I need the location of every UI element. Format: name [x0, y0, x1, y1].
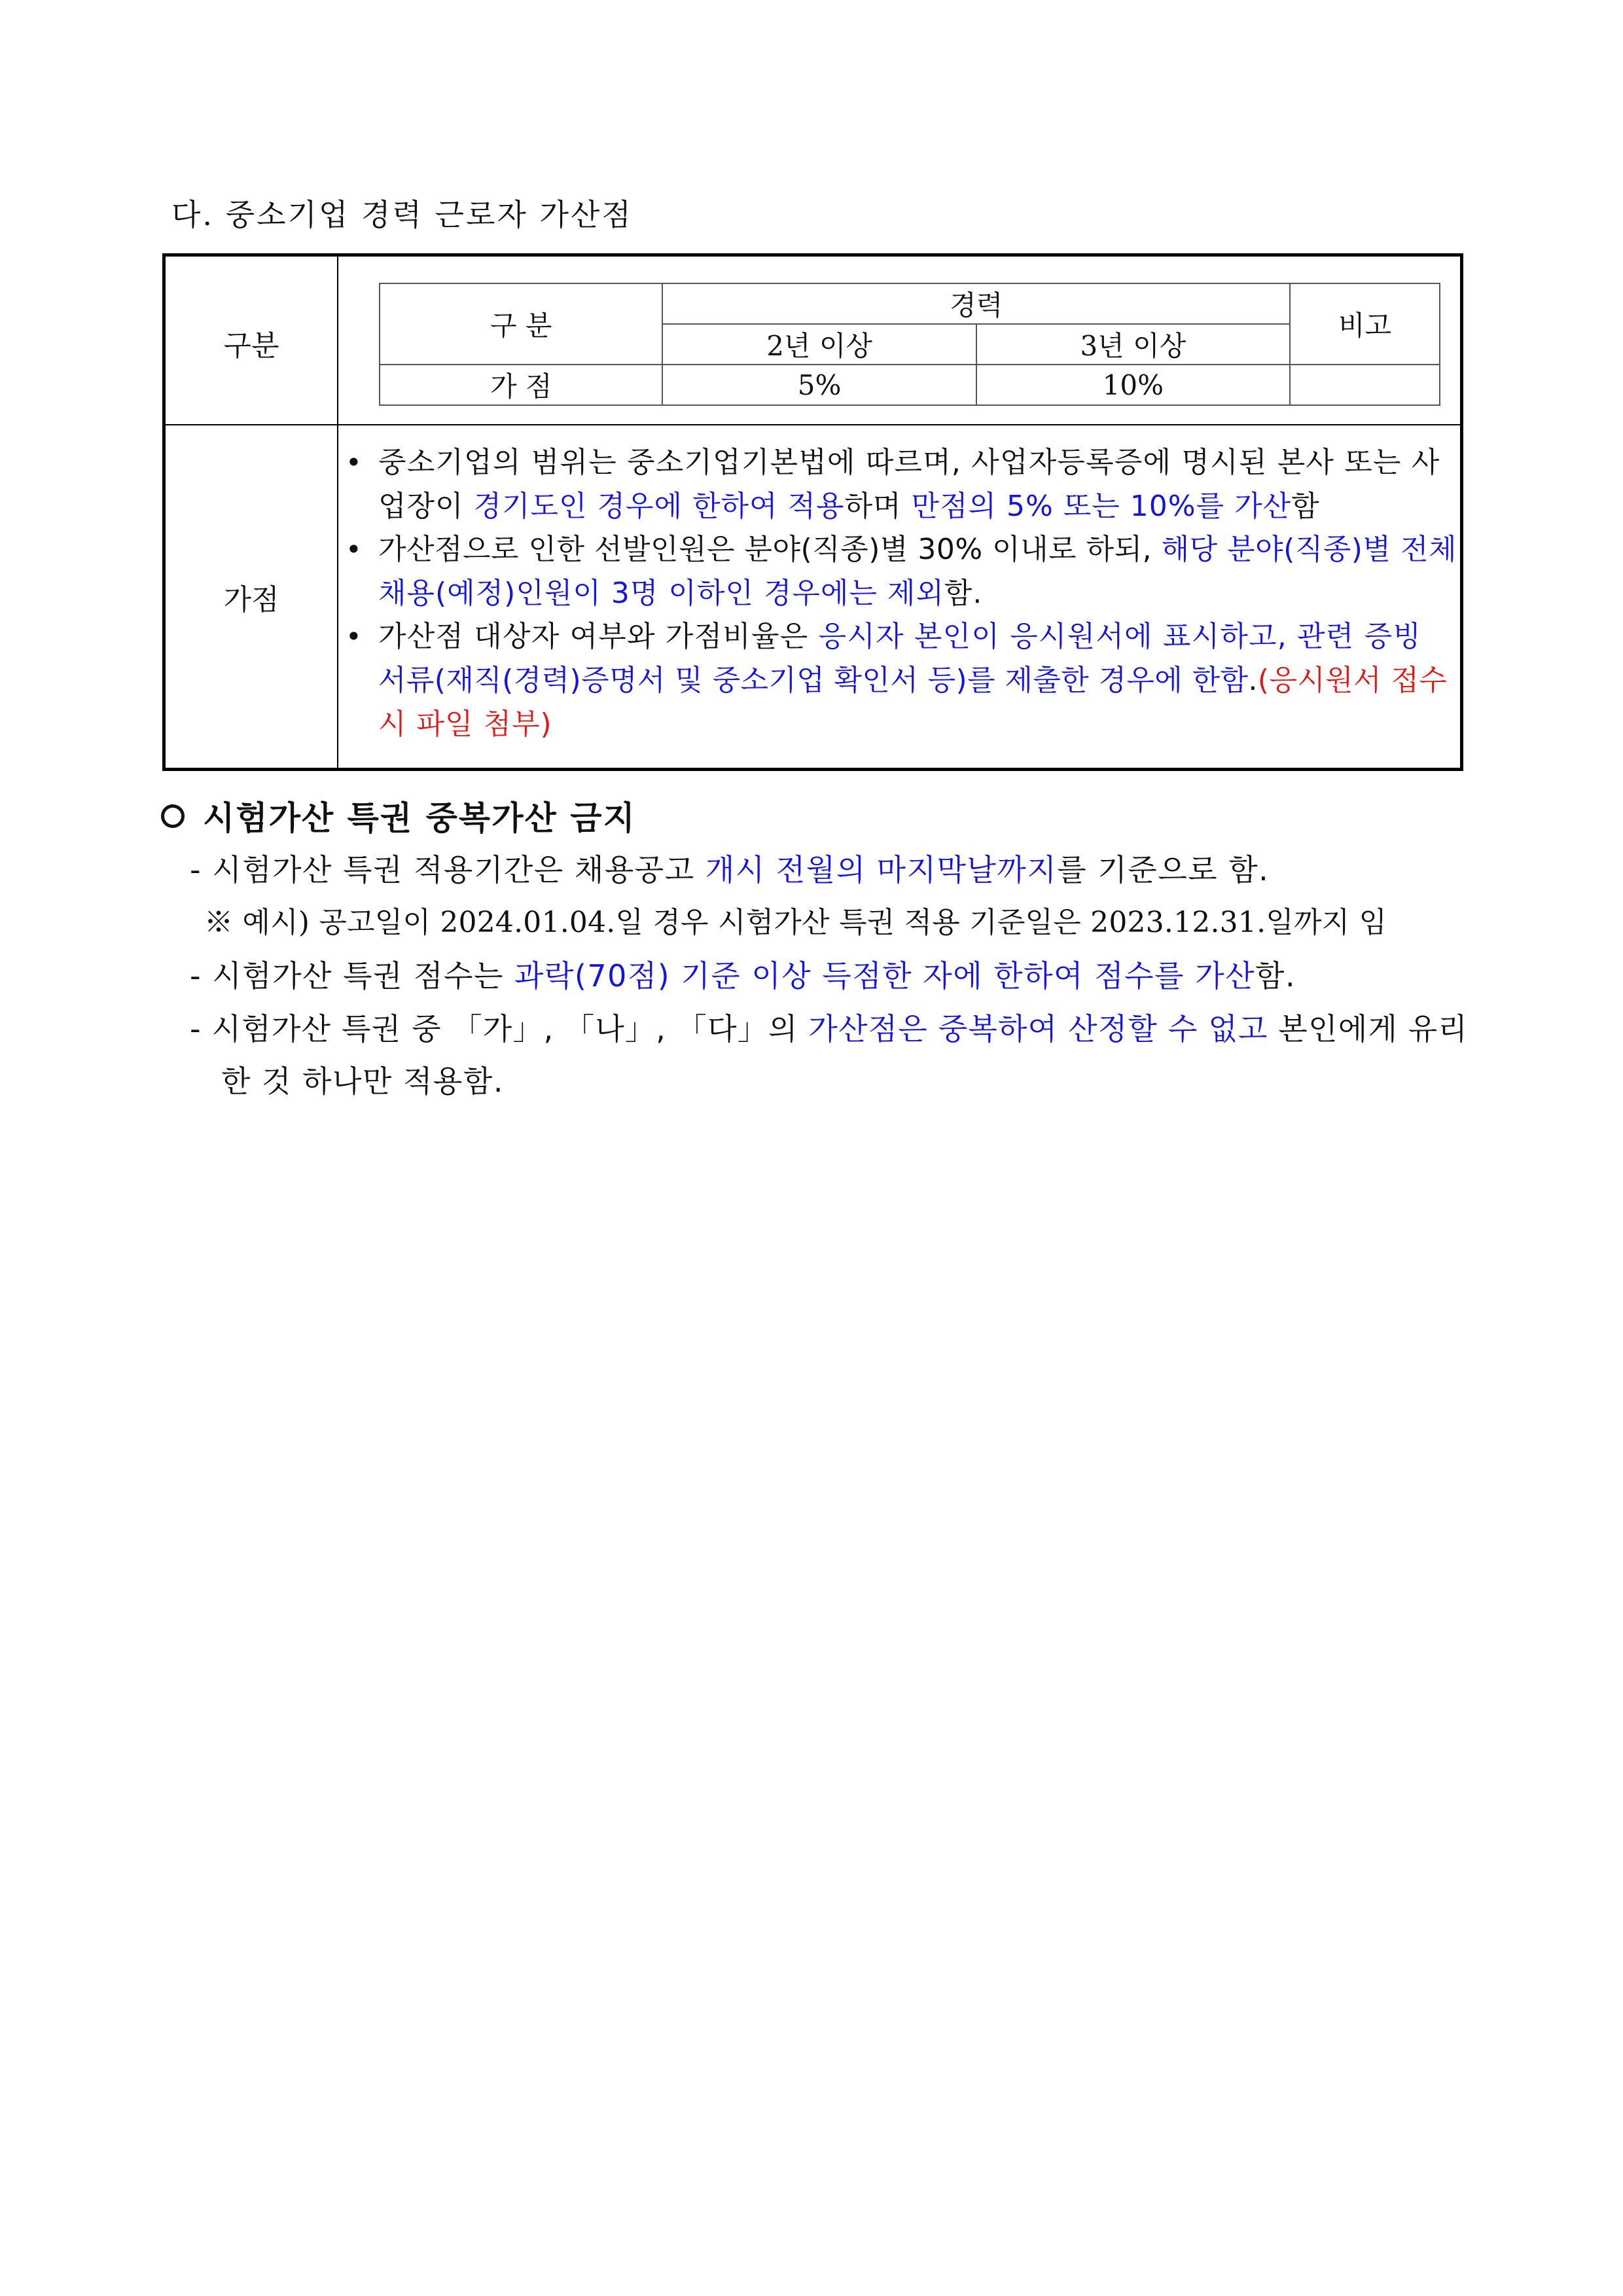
row-label-points: 가 점	[380, 365, 662, 405]
header-2-years: 2년 이상	[662, 324, 976, 365]
value-3-years: 10%	[976, 365, 1290, 405]
prohibit-line1: - 시험가산 특권 적용기간은 채용공고 개시 전월의 마지막날까지를 기준으로 함.	[190, 852, 1270, 888]
header-3-years: 3년 이상	[976, 324, 1290, 365]
prohibit-example: ※ 예시) 공고일이 2024.01.04.일 경우 시험가산 특권 적용 기준일은 2023.12.31.일까지 임	[204, 906, 1387, 939]
value-remark	[1290, 365, 1440, 405]
bullet-icon: •	[346, 533, 362, 565]
bullet-icon: •	[346, 446, 362, 478]
bullet3-line3: 시 파일 첨부)	[378, 708, 552, 741]
prohibit-line5: 한 것 하나만 적용함.	[221, 1064, 504, 1099]
bullet3-line1: 가산점 대상자 여부와 가점비율은 응시자 본인이 응시원서에 표시하고, 관련 증빙	[378, 620, 1422, 653]
bullet1-line1: 중소기업의 범위는 중소기업기본법에 따르며, 사업자등록증에 명시된 본사 또는 사	[378, 446, 1440, 479]
bullet1-line2: 업장이 경기도인 경우에 한하여 적용하며 만점의 5% 또는 10%를 가산함	[378, 490, 1320, 523]
bullet2-line2: 채용(예정)인원이 3명 이하인 경우에는 제외함.	[378, 577, 983, 610]
section-heading: 다. 중소기업 경력 근로자 가산점	[171, 197, 633, 232]
table-divider-horizontal	[166, 424, 1460, 425]
row-label-category: 구분	[223, 329, 279, 363]
table-divider-vertical	[337, 257, 338, 768]
bonus-table	[162, 253, 1463, 771]
circle-icon	[161, 804, 185, 828]
value-2-years: 5%	[662, 365, 976, 405]
prohibition-heading: 시험가산 특권 중복가산 금지	[161, 792, 636, 839]
prohibit-line4: - 시험가산 특권 중 「가」, 「나」, 「다」의 가산점은 중복하여 산정할 수 없고 본인에게 유리	[190, 1011, 1469, 1047]
header-career: 경력	[662, 283, 1290, 324]
header-category: 구 분	[380, 283, 662, 365]
bullet2-line1: 가산점으로 인한 선발인원은 분야(직종)별 30% 이내로 하되, 해당 분야(직종)별 전체	[378, 533, 1457, 566]
row-label-bonus: 가점	[223, 583, 279, 617]
header-remark: 비고	[1290, 283, 1440, 365]
prohibit-line3: - 시험가산 특권 점수는 과락(70점) 기준 이상 득점한 자에 한하여 점수를 가산함.	[190, 958, 1296, 994]
bullet-icon: •	[346, 620, 362, 653]
bullet3-line2: 서류(재직(경력)증명서 및 중소기업 확인서 등)를 제출한 경우에 한함.(응시원서 접수	[378, 664, 1448, 697]
bonus-rate-table	[379, 283, 1440, 406]
